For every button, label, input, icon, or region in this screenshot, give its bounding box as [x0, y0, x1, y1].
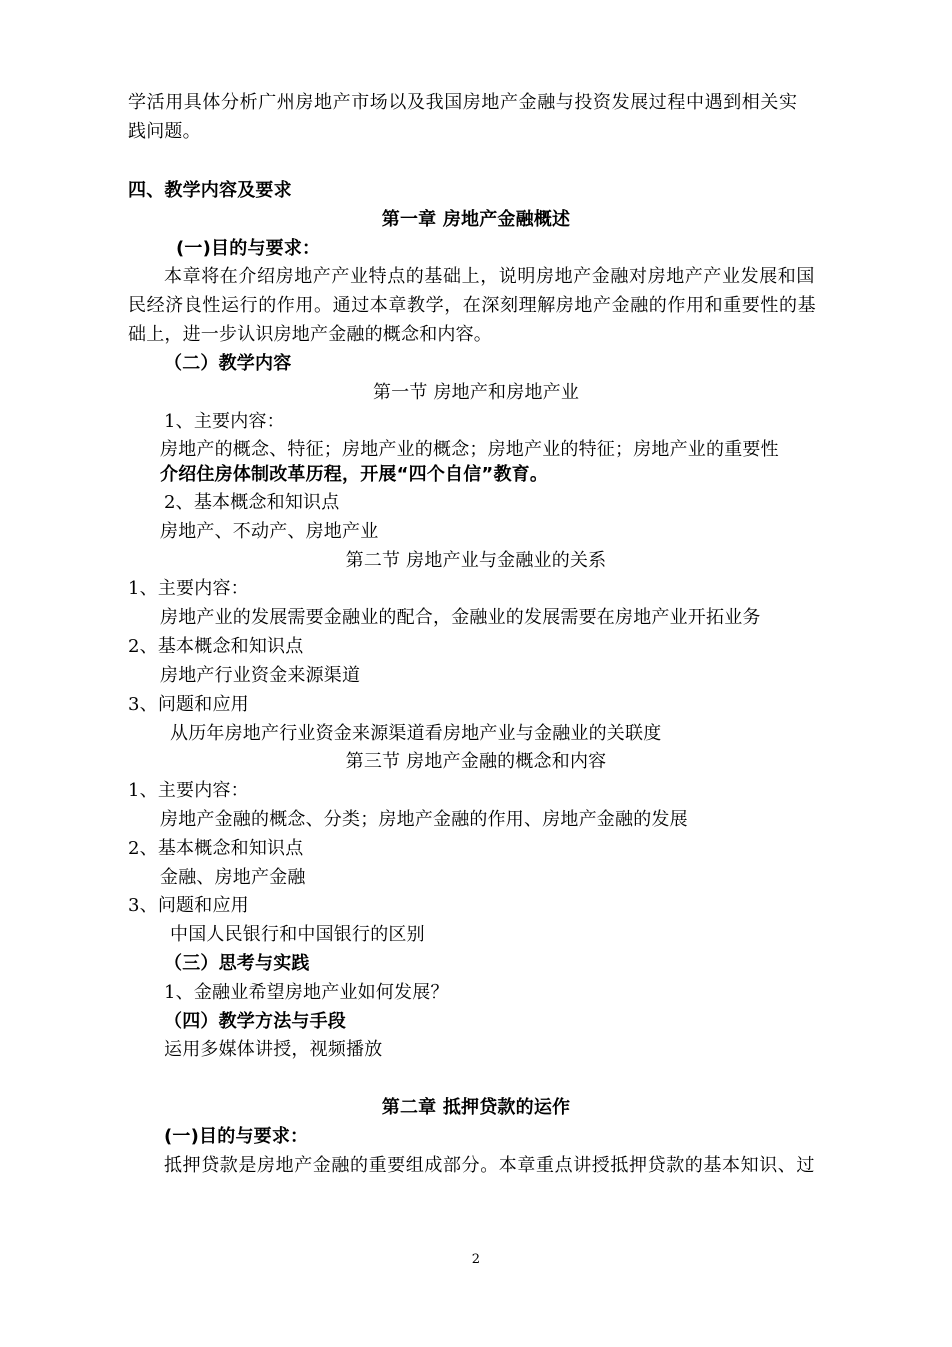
section-3-item-2-label: 2、基本概念和知识点 — [128, 838, 304, 859]
section-2-item-1-text: 房地产业的发展需要金融业的配合，金融业的发展需要在房地产业开拓业务 — [160, 607, 761, 628]
section-3-title: 第三节 房地产金融的概念和内容 — [345, 751, 607, 772]
intro-line-2: 践问题。 — [128, 121, 201, 142]
section-1-item-2-text: 房地产、不动产、房地产业 — [160, 521, 379, 542]
chapter-2-goal-line-1: 抵押贷款是房地产金融的重要组成部分。本章重点讲授抵押贷款的基本知识、过 — [164, 1155, 815, 1176]
section-1-item-1-text: 房地产的概念、特征；房地产业的概念；房地产业的特征；房地产业的重要性 — [160, 439, 779, 460]
section-3-item-3-text: 中国人民银行和中国银行的区别 — [170, 924, 425, 945]
section-1-item-1-bold: 介绍住房体制改革历程，开展“四个自信”教育。 — [160, 464, 549, 485]
section-2-item-2-text: 房地产行业资金来源渠道 — [160, 665, 361, 686]
chapter-2-goal-label: (一)目的与要求： — [164, 1126, 309, 1147]
section-2-item-3-label: 3、问题和应用 — [128, 694, 249, 715]
chapter-1-goal-line-3: 础上，进一步认识房地产金融的概念和内容。 — [128, 324, 492, 345]
section-2-item-3-text: 从历年房地产行业资金来源渠道看房地产业与金融业的关联度 — [170, 723, 662, 744]
chapter-1-goal-line-1: 本章将在介绍房地产产业特点的基础上，说明房地产金融对房地产产业发展和国 — [164, 266, 815, 287]
chapter-1-content-label: （二）教学内容 — [164, 353, 292, 374]
section-2-title: 第二节 房地产业与金融业的关系 — [345, 550, 607, 571]
chapter-1-method-text: 运用多媒体讲授，视频播放 — [164, 1039, 383, 1060]
chapter-1-goal-line-2: 民经济良性运行的作用。通过本章教学，在深刻理解房地产金融的作用和重要性的基 — [128, 295, 817, 316]
chapter-1-method-label: （四）教学方法与手段 — [164, 1011, 346, 1032]
chapter-1-goal-label: (一)目的与要求： — [176, 238, 321, 259]
chapter-2-title: 第二章 抵押贷款的运作 — [381, 1097, 571, 1118]
intro-line-1: 学活用具体分析广州房地产市场以及我国房地产金融与投资发展过程中遇到相关实 — [128, 92, 798, 113]
section-1-item-1-label: 1、主要内容： — [164, 411, 285, 432]
page-number: 2 — [471, 1252, 481, 1267]
section-1-item-2-label: 2、基本概念和知识点 — [164, 492, 340, 513]
section-1-title: 第一节 房地产和房地产业 — [372, 382, 580, 403]
section-2-item-2-label: 2、基本概念和知识点 — [128, 636, 304, 657]
chapter-1-practice-text: 1、金融业希望房地产业如何发展？ — [164, 982, 449, 1003]
chapter-1-practice-label: （三）思考与实践 — [164, 953, 310, 974]
section-2-item-1-label: 1、主要内容： — [128, 578, 249, 599]
section-3-item-1-label: 1、主要内容： — [128, 780, 249, 801]
chapter-1-title: 第一章 房地产金融概述 — [381, 209, 571, 230]
section-3-item-1-text: 房地产金融的概念、分类；房地产金融的作用、房地产金融的发展 — [160, 809, 688, 830]
section-heading: 四、教学内容及要求 — [128, 180, 292, 201]
section-3-item-3-label: 3、问题和应用 — [128, 895, 249, 916]
section-3-item-2-text: 金融、房地产金融 — [160, 867, 306, 888]
